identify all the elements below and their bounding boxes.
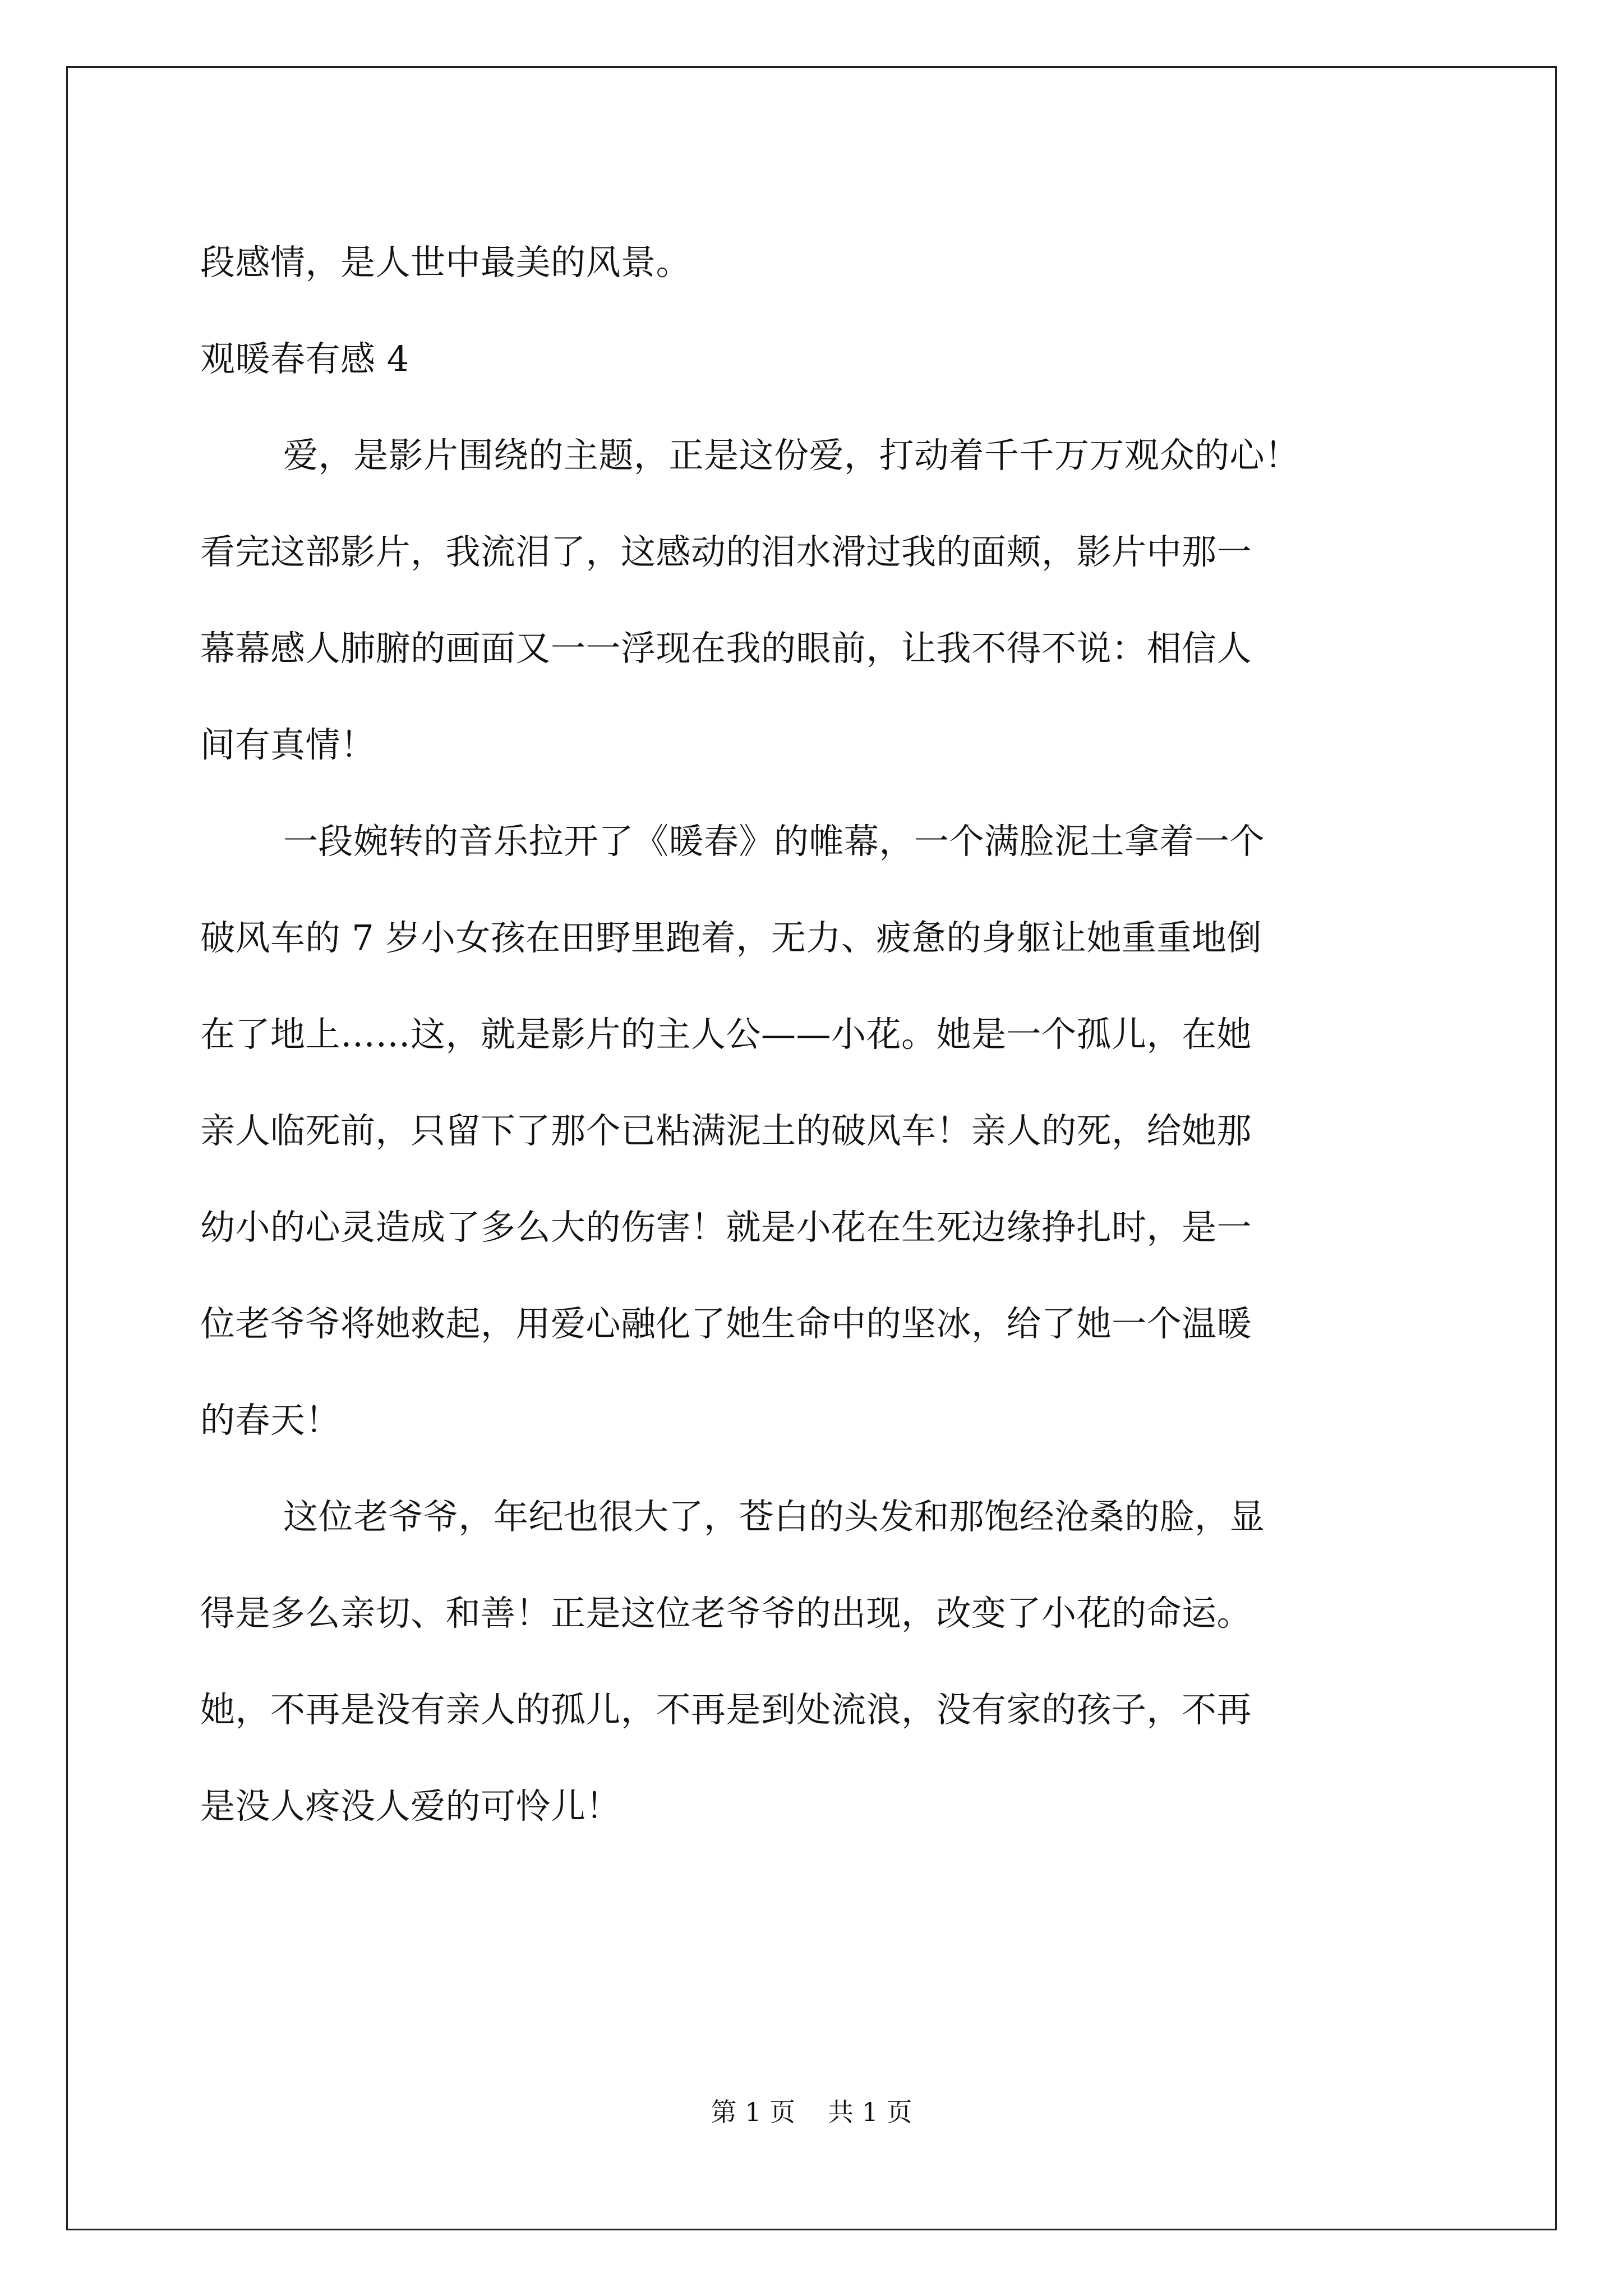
page-footer [0,2095,1623,2129]
paragraph-line: 幕幕感人肺腑的画面又一一浮现在我的眼前，让我不得不说：相信人 [200,628,1252,669]
section-heading: 观暖春有感 4 [200,338,409,379]
paragraph-line: 一段婉转的音乐拉开了《暖春》的帷幕，一个满脸泥土拿着一个 [283,821,1265,862]
page-number-total: 共 1 页 [828,2097,912,2127]
paragraph-line: 的春天！ [200,1400,341,1441]
paragraph-line: 幼小的心灵造成了多么大的伤害！就是小花在生死边缘挣扎时，是一 [200,1207,1252,1248]
paragraph-line: 段感情，是人世中最美的风景。 [200,242,691,283]
document-body [200,214,1434,1855]
paragraph-line: 得是多么亲切、和善！正是这位老爷爷的出现，改变了小花的命运。 [200,1593,1252,1634]
paragraph-line: 间有真情！ [200,724,376,765]
paragraph-line: 是没人疼没人爱的可怜儿！ [200,1786,621,1826]
paragraph-line: 她，不再是没有亲人的孤儿，不再是到处流浪，没有家的孩子，不再 [200,1689,1252,1730]
paragraph-line: 这位老爷爷，年纪也很大了，苍白的头发和那饱经沧桑的脸，显 [283,1496,1265,1537]
paragraph-line: 位老爷爷将她救起，用爱心融化了她生命中的坚冰，给了她一个温暖 [200,1303,1252,1344]
paragraph-line: 看完这部影片，我流泪了，这感动的泪水滑过我的面颊，影片中那一 [200,531,1252,572]
paragraph-line: 爱，是影片围绕的主题，正是这份爱，打动着千千万万观众的心！ [283,435,1300,476]
paragraph-line: 亲人临死前，只留下了那个已粘满泥土的破风车！亲人的死，给她那 [200,1110,1252,1151]
paragraph-line: 破风车的 7 岁小女孩在田野里跑着，无力、疲惫的身躯让她重重地倒 [200,917,1262,958]
page-number-current: 第 1 页 [711,2097,795,2127]
paragraph-line: 在了地上……这，就是影片的主人公——小花。她是一个孤儿，在她 [200,1014,1252,1055]
